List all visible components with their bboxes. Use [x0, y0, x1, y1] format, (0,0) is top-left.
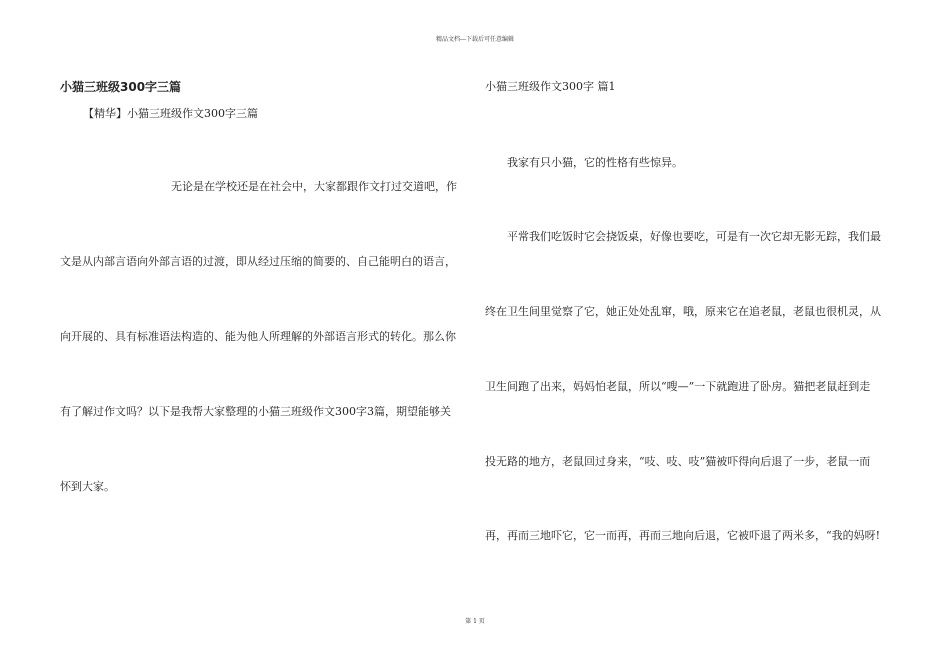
- page-header-note: 精品文档---下载后可任意编辑: [435, 36, 515, 43]
- page-number: 第 1 页: [465, 618, 485, 625]
- paragraph-line: 终在卫生间里觉察了它，她正处处乱窜，哦，原来它在追老鼠，老鼠也很机灵，从: [485, 305, 881, 318]
- document-title: 小猫三班级300字三篇: [60, 80, 182, 94]
- paragraph-line: 投无路的地方，老鼠回过身来，“吱、吱、吱”猫被吓得向后退了一步，老鼠一而: [485, 455, 871, 468]
- paragraph-line: 文是从内部言语向外部言语的过渡，即从经过压缩的简要的、自己能明白的语言，: [60, 255, 456, 268]
- paragraph-line: 再，再而三地吓它，它一而再，再而三地向后退，它被吓退了两米多，“我的妈呀!: [485, 529, 881, 542]
- paragraph-line: 平常我们吃饭时它会挠饭桌，好像也要吃，可是有一次它却无影无踪，我们最: [507, 230, 881, 243]
- paragraph-line: 卫生间跑了出来，妈妈怕老鼠，所以“嗖—”一下就跑进了卧房。猫把老鼠赶到走: [485, 380, 871, 393]
- document-subtitle: 【精华】小猫三班级作文300字三篇: [83, 107, 258, 120]
- paragraph-line: 向开展的、具有标准语法构造的、能为他人所理解的外部语言形式的转化。那么你: [60, 330, 456, 343]
- paragraph-line: 无论是在学校还是在社会中，大家都跟作文打过交道吧，作: [171, 180, 457, 193]
- section-heading: 小猫三班级作文300字 篇1: [485, 80, 616, 93]
- paragraph-line: 我家有只小猫，它的性格有些惊异。: [507, 156, 683, 169]
- paragraph-line: 有了解过作文吗？以下是我帮大家整理的小猫三班级作文300字3篇，期望能够关: [60, 405, 451, 418]
- paragraph-line: 怀到大家。: [60, 480, 115, 493]
